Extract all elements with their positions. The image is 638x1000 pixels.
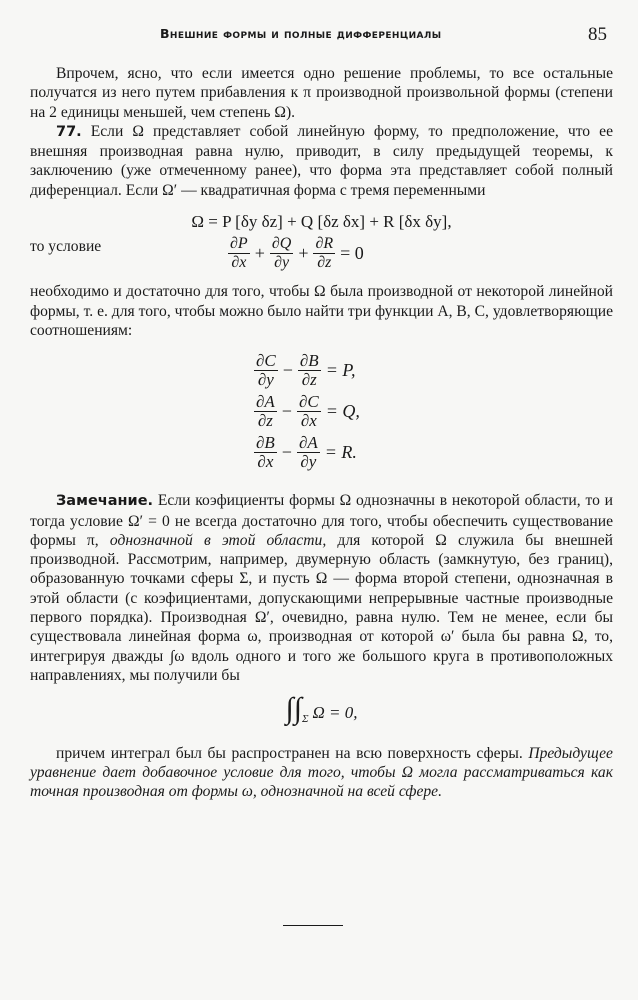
fraction: $\frac{\partial P}{\partial x}$ bbox=[230, 235, 248, 272]
system-row: $\frac{\partial B}{\partial x}$ − $\frac{\partial A}{\partial y}$ = R. bbox=[256, 433, 357, 472]
page-body bbox=[30, 64, 613, 802]
equation-integral: $\int\int_\Sigma$ Ω = 0, bbox=[285, 692, 358, 726]
paragraph-77-text: Если Ω представляет собой линейную форму, то предположение, что ее внешняя производная равна нулю, приводит, в силу предыдущей теоремы, к заключению (уже отмеченному ранее), что форма эта представляет собой полный диференциал. Если Ω′ — квадратичная форма с тремя переменными bbox=[30, 122, 613, 199]
paragraph-condition: необходимо и достаточно для того, чтобы Ω была производной от некоторой линейной формы, т. е. для того, чтобы можно было найти три функции A, B, C, удовлетворяющие соотношениям: bbox=[30, 283, 613, 339]
end-rule bbox=[283, 925, 343, 926]
equation-system bbox=[252, 352, 613, 475]
fraction: $\frac{\partial Q}{\partial y}$ bbox=[271, 235, 292, 272]
paragraph-77 bbox=[30, 122, 613, 200]
running-header: Внешние формы и полные дифференциалы bbox=[160, 26, 442, 41]
system-row: $\frac{\partial C}{\partial y}$ − $\frac{\partial B}{\partial z}$ = P, bbox=[256, 351, 356, 390]
remark-label: Замечание. bbox=[56, 493, 154, 510]
fraction: $\frac{\partial R}{\partial z}$ bbox=[315, 235, 334, 272]
equation-omega: Ω = P [δy δz] + Q [δz δx] + R [δx δy], bbox=[191, 212, 452, 232]
system-row: $\frac{\partial A}{\partial z}$ − $\frac{\partial C}{\partial x}$ = Q, bbox=[256, 392, 360, 431]
paragraph-final: причем интеграл был бы распространен на всю поверхность сферы. Предыдущее уравнение дает добавочное условие для того, чтобы Ω могла рассматриваться как точная производная от формы ω, однозначной на всей сфере. bbox=[30, 744, 613, 801]
section-number: 77. bbox=[56, 123, 82, 140]
equation-divergence: $\frac{\partial P}{\partial x}$ + $\frac{\partial Q}{\partial y}$ + $\frac{\partial R}{\partial z}$ = 0 bbox=[230, 235, 364, 272]
condition-block bbox=[30, 235, 613, 272]
paragraph-intro: Впрочем, ясно, что если имеется одно решение проблемы, то все остальные получатся из него путем прибавления к π производной произвольной формы (степени на 2 единицы меньшей, чем степень Ω). bbox=[30, 65, 613, 121]
page-number: 85 bbox=[588, 24, 607, 45]
paragraph-remark: Замечание. Если коэфициенты формы Ω однозначны в некоторой области, то и тогда условие Ω′ = 0 не всегда достаточно для того, чтобы обеспечить существование формы π, однозначной в этой области, для которой Ω служила бы внешней производной. Рассмотрим, например, двумерную область (замкнутую, без границ), образованную точками сферы Σ, и пусть Ω — форма второй степени, однозначная в этой области (с коэфициентами, допускающими непрерывные частные производные первого порядка). Производная Ω′, очевидно, равна нулю. Тем не менее, если бы существовала линейная форма ω, производная от которой ω′ была бы равна Ω, то, интегрируя дважды ∫ω вдоль одного и того же большого круга в противоположных направлениях, мы получили бы bbox=[30, 492, 614, 684]
condition-label: то условие bbox=[30, 238, 102, 256]
